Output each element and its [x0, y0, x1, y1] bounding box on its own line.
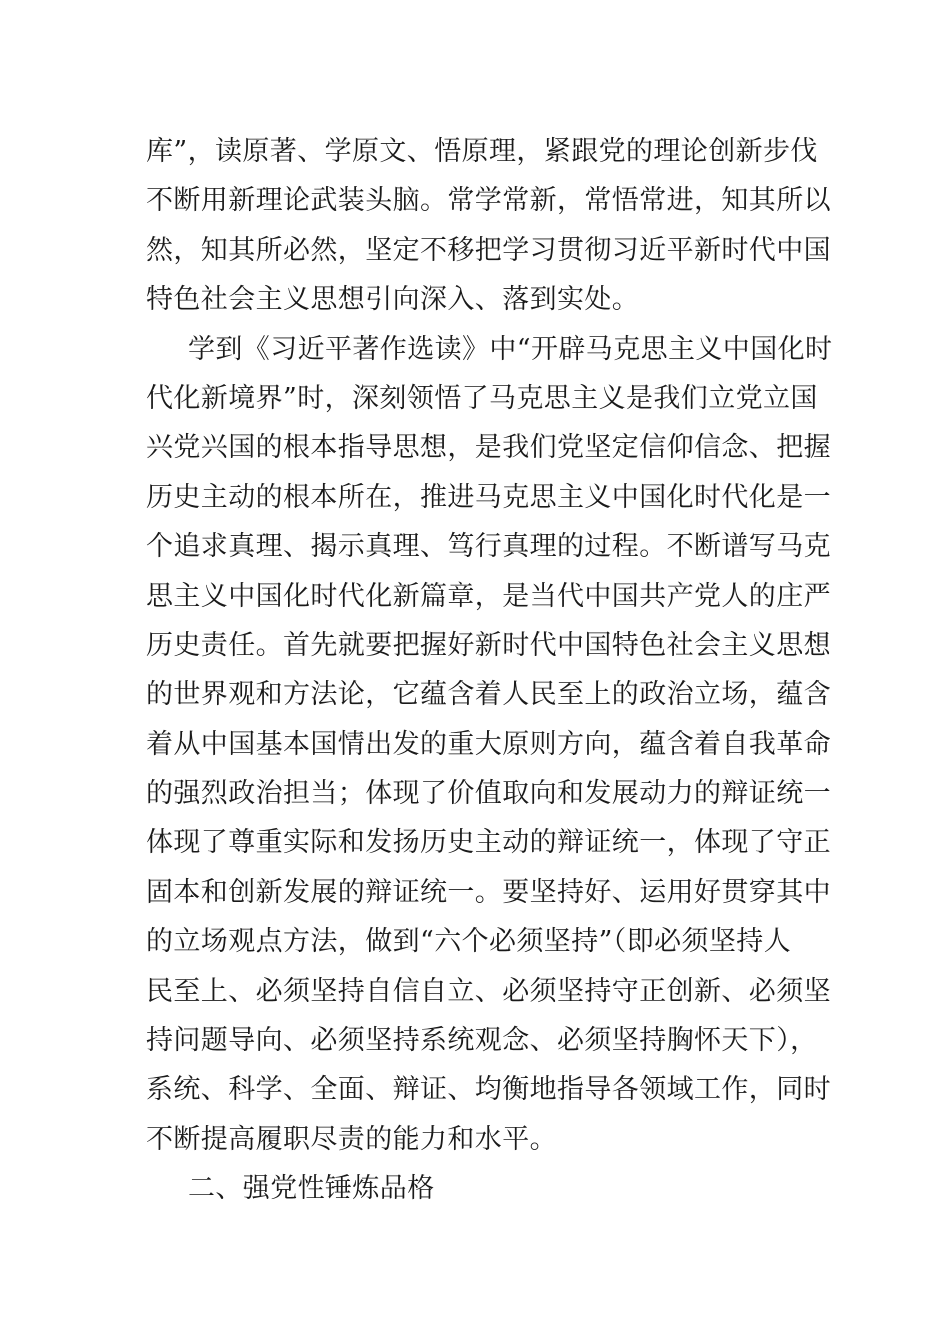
- section-heading: 二、强党性锤炼品格: [188, 1173, 435, 1205]
- document-body: [146, 127, 833, 1214]
- text-line: 的世界观和方法论，它蕴含着人民至上的政治立场，蕴含: [146, 679, 831, 711]
- text-line: 个追求真理、揭示真理、笃行真理的过程。不断谱写马克: [146, 531, 831, 563]
- text-line: 兴党兴国的根本指导思想，是我们党坚定信仰信念、把握: [146, 432, 831, 464]
- text-line: 代化新境界”时，深刻领悟了马克思主义是我们立党立国: [146, 382, 818, 414]
- text-line: 固本和创新发展的辩证统一。要坚持好、运用好贯穿其中: [146, 876, 831, 908]
- text-line: 历史责任。首先就要把握好新时代中国特色社会主义思想: [146, 629, 831, 661]
- text-line: 着从中国基本国情出发的重大原则方向，蕴含着自我革命: [146, 728, 831, 760]
- text-line: 不断提高履职尽责的能力和水平。: [146, 1123, 557, 1155]
- text-line: 不断用新理论武装头脑。常学常新，常悟常进，知其所以: [146, 185, 831, 217]
- text-line: 的立场观点方法，做到“六个必须坚持”（即必须坚持人: [146, 926, 792, 958]
- text-line: 系统、科学、全面、辩证、均衡地指导各领域工作，同时: [146, 1074, 831, 1106]
- text-line: 持问题导向、必须坚持系统观念、必须坚持胸怀天下），: [146, 1025, 818, 1057]
- text-line: 库”，读原著、学原文、悟原理，紧跟党的理论创新步伐: [146, 136, 818, 167]
- text-line: 思主义中国化时代化新篇章，是当代中国共产党人的庄严: [146, 580, 831, 612]
- text-line: 体现了尊重实际和发扬历史主动的辩证统一，体现了守正: [146, 827, 831, 859]
- paragraph-first-line: 学到《习近平著作选读》中“开辟马克思主义中国化时: [188, 333, 833, 365]
- text-line: 民至上、必须坚持自信自立、必须坚持守正创新、必须坚: [146, 975, 831, 1007]
- text-line: 历史主动的根本所在，推进马克思主义中国化时代化是一: [146, 481, 831, 513]
- text-line: 特色社会主义思想引向深入、落到实处。: [146, 284, 640, 316]
- text-line: 然，知其所必然，坚定不移把学习贯彻习近平新时代中国: [146, 234, 831, 266]
- text-line: 的强烈政治担当；体现了价值取向和发展动力的辩证统一: [146, 778, 831, 810]
